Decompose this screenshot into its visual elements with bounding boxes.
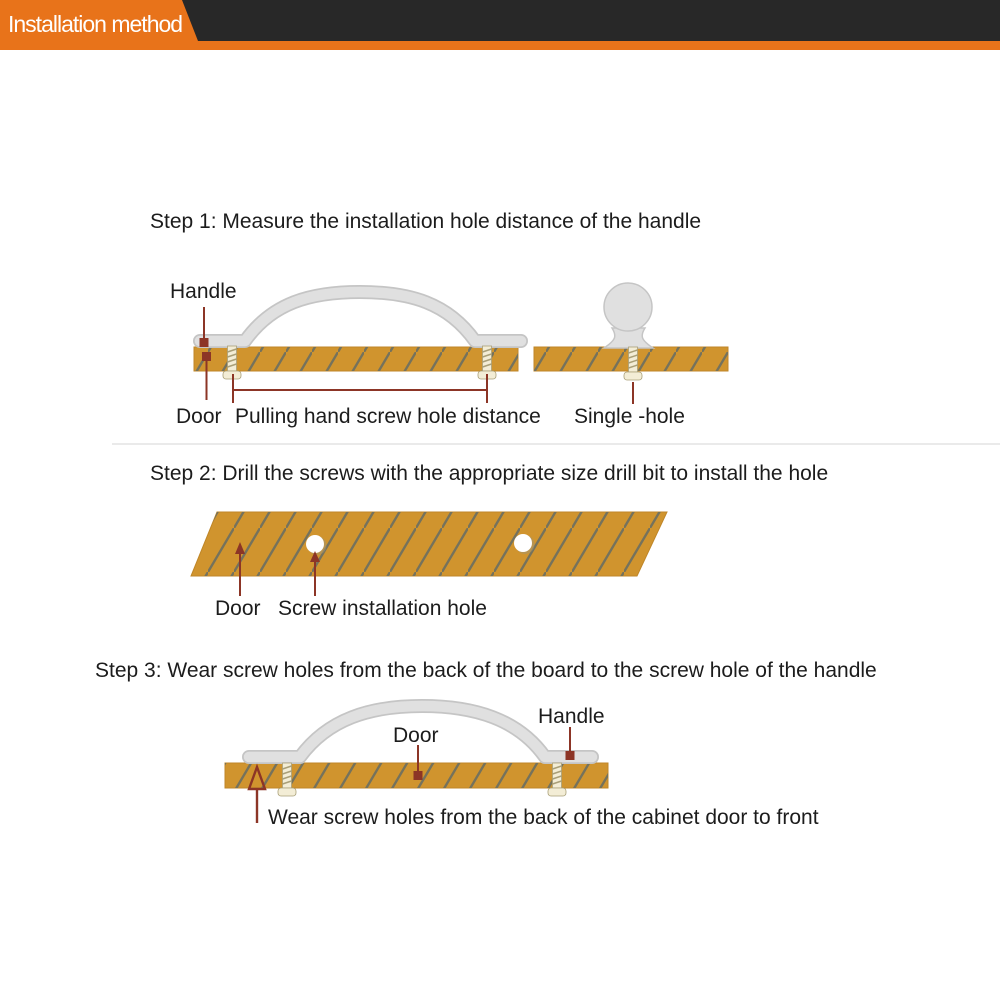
- step1-knob: [604, 283, 653, 348]
- step3-door-label: Door: [393, 724, 439, 747]
- measurement-line: [233, 374, 487, 403]
- step1-diagram: [194, 283, 728, 404]
- step1-single-hole-label: Single -hole: [574, 405, 685, 428]
- door-pointer-head: [414, 771, 423, 780]
- step1-heading: Step 1: Measure the installation hole distance of the handle: [150, 210, 702, 233]
- step1-bow-handle: [200, 292, 521, 341]
- step2-screw-hole-label: Screw installation hole: [278, 597, 487, 620]
- step2-door-board: [191, 512, 667, 576]
- step2-door-label: Door: [215, 597, 261, 620]
- handle-pointer-head: [566, 751, 575, 760]
- section-divider: [112, 443, 1000, 445]
- step2-heading: Step 2: Drill the screws with the appropriate size drill bit to install the hole: [150, 462, 829, 485]
- step3-heading: Step 3: Wear screw holes from the back of the board to the screw hole of the handle: [95, 659, 877, 682]
- step1-door-label: Door: [176, 405, 222, 428]
- door-pointer-head: [202, 352, 211, 361]
- handle-pointer-head: [200, 338, 209, 347]
- step3-handle-label: Handle: [538, 705, 605, 728]
- step1-door-board: [194, 347, 518, 371]
- step3-caption: Wear screw holes from the back of the cabinet door to front: [268, 806, 819, 829]
- step1-handle-label: Handle: [170, 280, 237, 303]
- banner-title: Installation method: [8, 11, 183, 37]
- step2-diagram: [191, 512, 667, 596]
- step1-hole-distance-label: Pulling hand screw hole distance: [235, 405, 541, 428]
